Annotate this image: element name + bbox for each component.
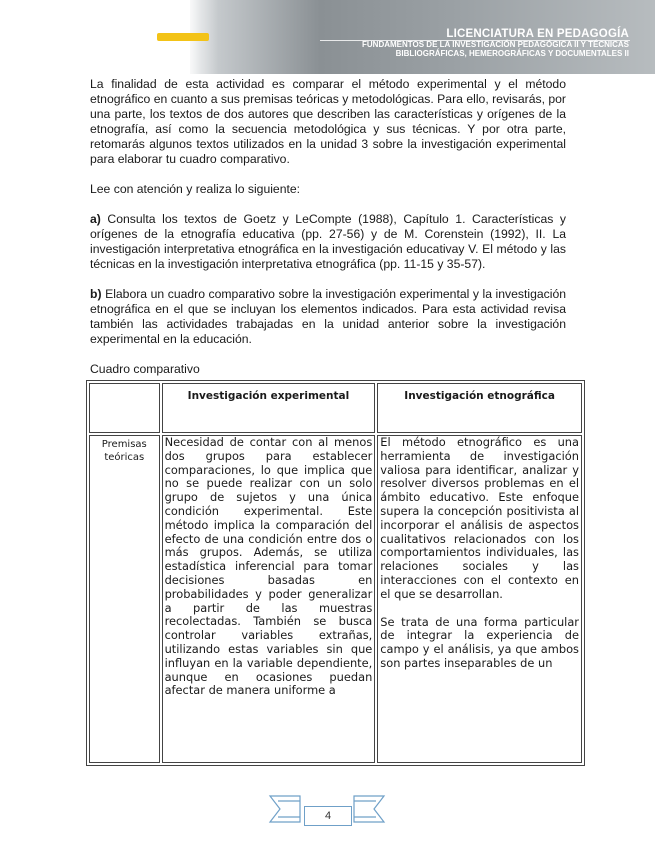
cell-experimental-premisas bbox=[162, 435, 376, 763]
etnografica-text-2: Se trata de una forma particular de integrar la experiencia de campo y el análisis, ya que ambos son partes inseparables de un bbox=[380, 614, 579, 670]
table-caption: Cuadro comparativo bbox=[90, 362, 200, 376]
comparison-table bbox=[86, 380, 585, 766]
row-label-premisas: Premisas teóricas bbox=[89, 435, 160, 763]
item-a-paragraph bbox=[90, 212, 566, 272]
header-accent-bar bbox=[157, 33, 209, 41]
item-b-paragraph bbox=[90, 287, 566, 347]
ribbon-left-inner bbox=[278, 801, 300, 817]
item-b-text: Elabora un cuadro comparativo sobre la investigación experimental y la investigación etnográfica en el que se incluyan los elementos indicados. Para esta actividad revisa también las actividades trabajadas en la unidad anterior sobre la investigación experimental en la educación. bbox=[90, 287, 566, 346]
page-number: 4 bbox=[304, 806, 352, 826]
item-b-label: b) bbox=[90, 287, 102, 301]
item-a-label: a) bbox=[90, 212, 101, 226]
course-title-line-1: FUNDAMENTOS DE LA INVESTIGACIÓN PEDAGÓGICA II Y TÉCNICAS bbox=[362, 40, 629, 49]
instruction-paragraph: Lee con atención y realiza lo siguiente: bbox=[90, 182, 301, 196]
ribbon-right-outer bbox=[354, 796, 384, 822]
intro-paragraph: La finalidad de esta actividad es comparar el método experimental y el método etnográfico en cuanto a sus premisas teóricas y metodológicas. Para ello, revisarás, por una parte, los textos de dos autores que describen las características y orígenes de la etnografía, así como la secuencia metodológica y sus técnicas. Y por otra parte, retomarás algunos textos utilizados en la unidad 3 sobre la investigación experimental para elaborar tu cuadro comparativo. bbox=[90, 77, 566, 166]
item-a-text: Consulta los textos de Goetz y LeCompte (1988), Capítulo 1. Características y orígenes de la etnografía educativa (pp. 27-56) y de M. Corenstein (1992), II. La investigación interpretativa etnográfica en la investigación educativay V. El método y las técnicas en la investigación interpretativa etnográfica (pp. 11-15 y 35-57). bbox=[90, 212, 566, 271]
empty-header-cell bbox=[89, 383, 160, 433]
header-text bbox=[362, 28, 629, 58]
header-etnografica: Investigación etnográfica bbox=[377, 383, 582, 433]
page-header bbox=[0, 0, 655, 74]
table-row bbox=[89, 435, 582, 763]
ribbon-left-outer bbox=[270, 796, 300, 822]
course-title-line-2: BIBLIOGRÁFICAS, HEMEROGRÁFICAS Y DOCUMENTALES II bbox=[395, 49, 629, 58]
ribbon-right-inner bbox=[354, 801, 376, 817]
etnografica-text-1: El método etnográfico es una herramienta de investigación valiosa para identificar, analizar y resolver diversos problemas en el ámbito educativo. Este enfoque supera la concepción positivista al incorporar el análisis de aspectos cualitativos relacionados con los comportamientos individuales, las relaciones sociales y las interacciones con el contexto en el que se desarrollan. bbox=[380, 435, 579, 601]
cell-etnografica-premisas bbox=[377, 435, 582, 763]
experimental-text: Necesidad de contar con al menos dos grupos para establecer comparaciones, lo que implica que no se puede realizar con un solo grupo de sujetos y una única condición experimental. Este método implica la comparación del efecto de una condición entre dos o más grupos. Además, se utiliza estadística inferencial para tomar decisiones basadas en probabilidades y poder generalizar a partir de las muestras recolectadas. También se busca controlar variables extrañas, utilizando estas variables sin que influyan en la variable dependiente, aunque en ocasiones puedan afectar de manera uniforme a bbox=[164, 435, 373, 698]
program-title: LICENCIATURA EN PEDAGOGÍA bbox=[446, 28, 629, 40]
document-body bbox=[90, 75, 566, 377]
table-header-row bbox=[89, 383, 582, 433]
header-experimental: Investigación experimental bbox=[162, 383, 376, 433]
